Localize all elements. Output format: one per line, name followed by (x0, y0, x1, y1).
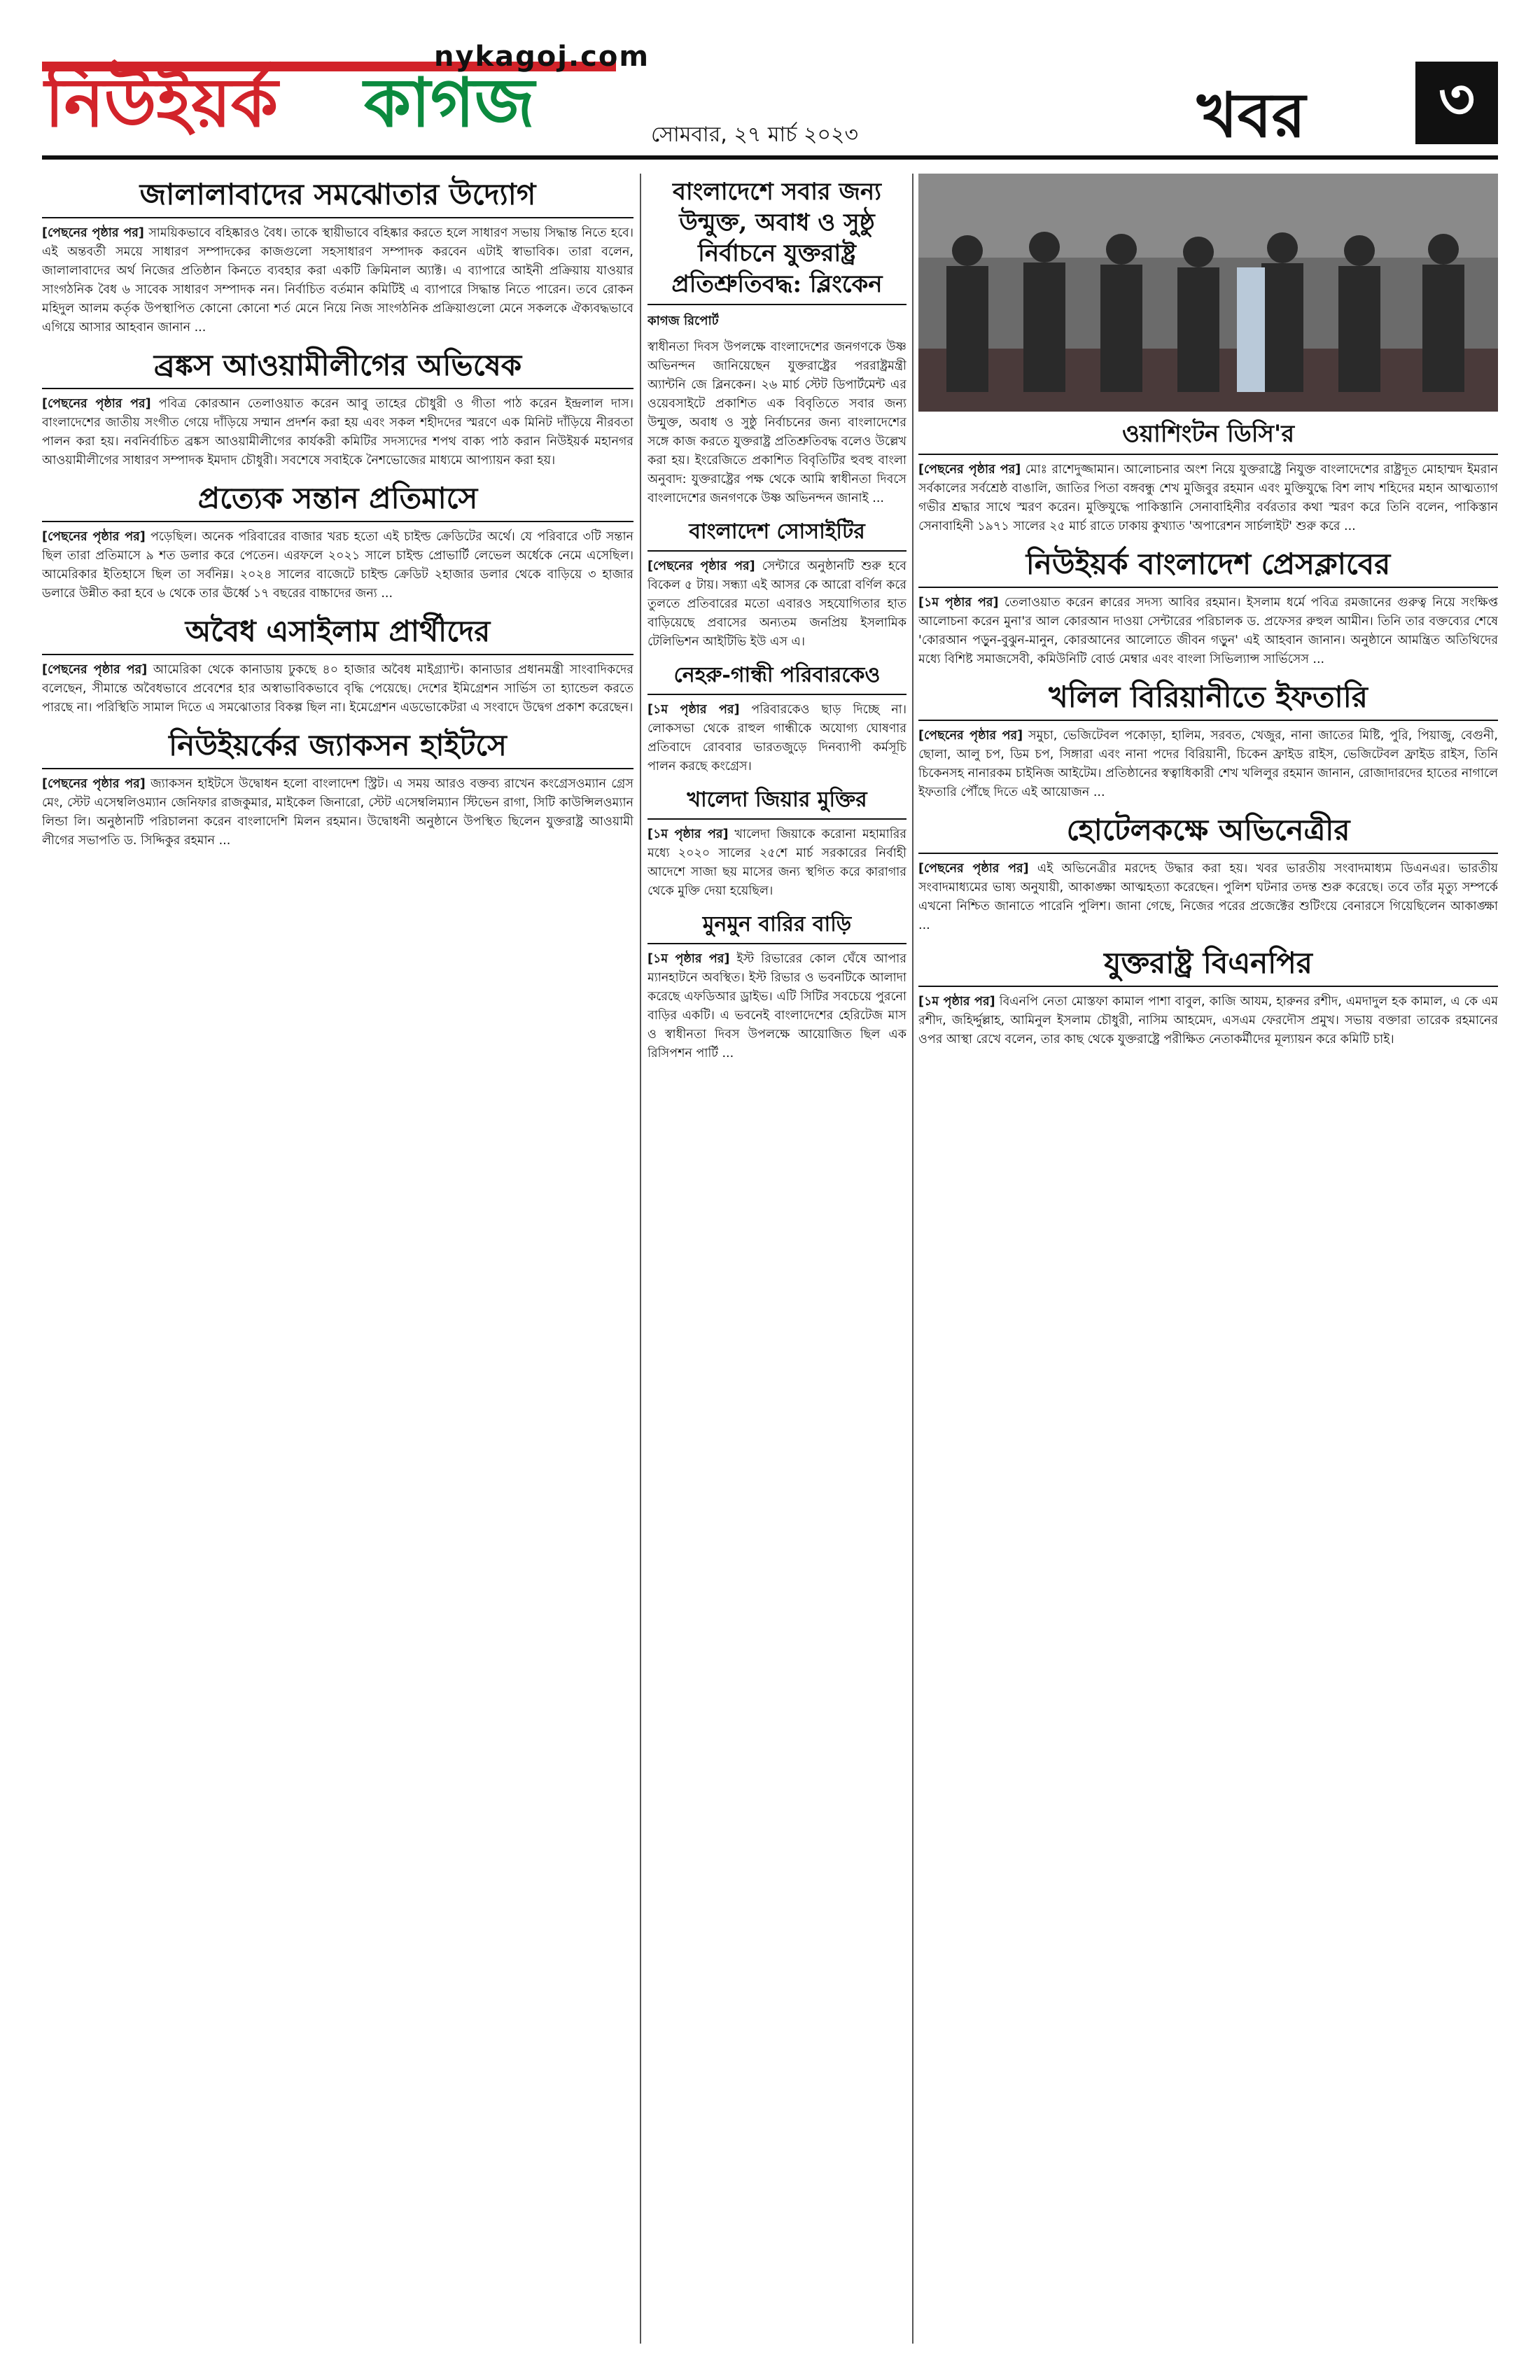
headline: খলিল বিরিয়ানীতে ইফতারি (918, 679, 1498, 721)
story-hotel-actress (918, 812, 1498, 935)
story-text: তেলাওয়াত করেন ক্বারের সদস্য আবির রহমান। ইসলাম ধর্মে পবিত্র রমজানের গুরুত্ব নিয়ে সংক্ষিপ্ত আলোচনা করেন মুনা'র আল কোরআন দাওয়া সেন্টারের পরিচালক ড. প্রফেসর রুহুল আমীন। তিনি তার বক্তব্যের শেষে 'কোরআন পড়ুন-বুঝুন-মানুন, কোরআনের আলোতে জীবন গড়ুন' এই আহবান জানান। অনুষ্ঠানে আমন্ত্রিত অতিথিদের মধ্যে বিশিষ্ট সমাজসেবী, কমিউনিটি বোর্ড মেম্বার এবং বাংলা সিভিল্যান্স সার্ভিসেস ... (918, 596, 1498, 666)
story-bangladesh-society (648, 518, 906, 652)
story-body (918, 594, 1498, 669)
headline: খালেদা জিয়ার মুক্তির (648, 786, 906, 820)
story-text: পবিত্র কোরআন তেলাওয়াত করেন আবু তাহের চৌধুরী ও গীতা পাঠ করেন ইন্দ্রলাল দাস। বাংলাদেশের জাতীয় সংগীত গেয়ে দাঁড়িয়ে সম্মান প্রদর্শন করা হয় এবং সকল শহীদদের স্মরণে এক মিনিট দাঁড়িয়ে নীরবতা পালন করা হয়। নবনির্বাচিত ব্রঙ্কস আওয়ামীলীগের কার্যকরী কমিটির সদস্যদের শপথ বাক্য পাঠ করান নিউইয়র্ক মহানগর আওয়ামীলীগের সাধারণ সম্পাদক ইমদাদ চৌধুরী। সবশেষে সবাইকে নৈশভোজের মাধ্যমে আপ্যায়ন করা হয়। (42, 397, 634, 468)
jump-label: [১ম পৃষ্ঠার পর] (648, 827, 729, 841)
headline: অবৈধ এসাইলাম প্রার্থীদের (42, 613, 634, 655)
column-divider (640, 174, 641, 2344)
jump-label: [পেছনের পৃষ্ঠার পর] (918, 729, 1023, 743)
story-nehru-gandhi (648, 662, 906, 776)
right-column (918, 174, 1498, 2344)
story-body (648, 825, 906, 901)
jump-label: [পেছনের পৃষ্ঠার পর] (42, 226, 144, 240)
story-text: সেন্টারে অনুষ্ঠানটি শুরু হবে বিকেল ৫ টায়। সন্ধ্যা এই আসর কে আরো বর্ণিল করে তুলতে প্রতিবারের মতো এবারও সহযোগিতার হাত বাড়িয়েছে প্রবাসের অন্যতম জনপ্রিয় ইসলামিক টেলিভিশন আইটিভি ইউ এস এ। (648, 559, 906, 649)
left-column (42, 174, 634, 2344)
jump-label: [পেছনের পৃষ্ঠার পর] (918, 463, 1021, 477)
story-text: বিএনপি নেতা মোস্তফা কামাল পাশা বাবুল, কাজি আযম, হারুনর রশীদ, এমদাদুল হক কামাল, এ কে এম রশীদ, জহির্দ্দুল্লাহ, আমিনুল ইসলাম চৌধুরী, নাসিম আহমেদ, এসএম ফেরদৌস প্রমুখ। সভায় বক্তারা তারেক রহমানের ওপর আস্থা রেখে বলেন, তার কাছ থেকে যুক্তরাষ্ট্রে পরীক্ষিত নেতাকর্মীদের মূল্যায়ন করে কমিটি চাই। (918, 995, 1498, 1046)
headline: নেহরু-গান্ধী পরিবারকেও (648, 662, 906, 695)
site-url: nykagoj.com (434, 41, 650, 73)
story-munmun-bari (648, 911, 906, 1063)
jump-label: [পেছনের পৃষ্ঠার পর] (648, 559, 755, 573)
story-washington-dc (918, 419, 1498, 536)
story-body (918, 860, 1498, 935)
news-photo (918, 174, 1498, 412)
jump-label: [১ম পৃষ্ঠার পর] (648, 952, 730, 966)
story-khalil-biryani (918, 679, 1498, 802)
jump-label: [পেছনের পৃষ্ঠার পর] (42, 663, 148, 677)
headline: বাংলাদেশে সবার জন্য উন্মুক্ত, অবাধ ও সুষ্ঠু নির্বাচনে যুক্তরাষ্ট্র প্রতিশ্রুতিবদ্ধ: ব্লিংকেন (648, 176, 906, 305)
story-child-credit (42, 480, 634, 603)
headline: হোটেলকক্ষে অভিনেত্রীর (918, 812, 1498, 854)
story-text: পরিবারকেও ছাড় দিচ্ছে না। লোকসভা থেকে রাহুল গান্ধীকে অযোগ্য ঘোষণার প্রতিবাদে রোববার ভারতজুড়ে দিনব্যাপী কর্মসূচি পালন করছে কংগ্রেস। (648, 703, 906, 774)
headline: নিউইয়র্কের জ্যাকসন হাইটসে (42, 727, 634, 769)
story-body (42, 395, 634, 470)
story-body (648, 701, 906, 776)
group-photo-image (918, 174, 1498, 412)
masthead-rule (42, 155, 1498, 160)
story-ny-pressclub (918, 546, 1498, 669)
story-text: ইস্ট রিভারের কোল ঘেঁষে আপার ম্যানহাটনে অবস্থিত। ইস্ট রিভার ও ভবনটিকে আলাদা করেছে এফডিআর ড্রাইভ। এটি সিটির সবচেয়ে পুরনো বাড়ির একটি। এ ভবনেই বাংলাদেশের হেরিটেজ মাস ও স্বাধীনতা দিবস উপলক্ষে আয়োজিত ছিল এক রিসিপশন পার্টি ... (648, 952, 906, 1060)
story-text: সাময়িকভাবে বহিষ্কারও বৈধ। তাকে স্থায়ীভাবে বহিষ্কার করতে হলে সাধারণ সভায় সিদ্ধান্ত নিতে হবে। এই অন্তবর্তী সময়ে সাধারণ সম্পাদকের কাজগুলো সহসাধারণ সম্পাদক করবেন এটাই স্বাভাবিক। তারা বলেন, জালালাবাদের অর্থ নিজের প্রতিষ্ঠান কিনতে ব্যবহার করা একটি ক্রিমিনাল অ্যাক্ট। এ ব্যাপারে আইনী প্রক্রিয়ায় যাওয়ার সাংগঠনিক বৈধ ৬ সাবেক সাধারণ সম্পাদক নন। নির্বাচিত বর্তমান কমিটিই এ ব্যাপারে সিদ্ধান্ত নিতে পারেন। তবে রোকন মহিদুল আলম কর্তৃক উপস্থাপিত কোনো কোনো শর্ত মেনে নিয়ে নিজ সাংগঠনিক প্রক্রিয়াগুলো মেনে সকলকে ঐক্যবদ্ধভাবে এগিয়ে আসার আহবান জানান ... (42, 226, 634, 335)
jump-label: [পেছনের পৃষ্ঠার পর] (42, 397, 151, 411)
story-body (648, 950, 906, 1063)
headline: নিউইয়র্ক বাংলাদেশ প্রেসক্লাবের (918, 546, 1498, 588)
story-jackson-heights (42, 727, 634, 850)
jump-label: [পেছনের পৃষ্ঠার পর] (918, 862, 1029, 876)
jump-label: [পেছনের পৃষ্ঠার পর] (42, 777, 146, 791)
story-body (918, 461, 1498, 536)
page-number: ৩ (1415, 62, 1498, 144)
headline: জালালাবাদের সমঝোতার উদ্যোগ (42, 176, 634, 218)
story-body (42, 661, 634, 718)
masthead (42, 41, 1498, 151)
headline: ব্রঙ্কস আওয়ামীলীগের অভিষেক (42, 347, 634, 389)
headline: প্রত্যেক সন্তান প্রতিমাসে (42, 480, 634, 522)
headline: ওয়াশিংটন ডিসি'র (918, 419, 1498, 455)
story-body (918, 727, 1498, 802)
story-text: এই অভিনেত্রীর মরদেহ উদ্ধার করা হয়। খবর ভারতীয় সংবাদমাধ্যম ডিএনএর। ভারতীয় সংবাদমাধ্যমের ভাষ্য অনুযায়ী, আকাঙ্ক্ষা আত্মহত্যা করেছেন। পুলিশ ঘটনার তদন্ত শুরু করেছে। তবে তাঁর মৃত্যু সম্পর্কে এখনো নিশ্চিত জানাতে পারেনি পুলিশ। জানা গেছে, নিজের পরের প্রজেক্টের শুটিংয়ে বেনারসে গিয়েছিলেন আকাঙ্ক্ষা ... (918, 862, 1498, 932)
byline: কাগজ রিপোর্ট (648, 314, 719, 328)
story-khaleda-zia (648, 786, 906, 901)
story-body (42, 775, 634, 850)
story-text: খালেদা জিয়াকে করোনা মহামারির মধ্যে ২০২০ সালের ২৫শে মার্চ সরকারের নির্বাহী আদেশে সাজা ছয় মাসের জন্য স্থগিত করে কারাগার থেকে মুক্তি দেয়া হয়েছিল। (648, 827, 906, 898)
story-blinken (648, 176, 906, 508)
story-jalalabad (42, 176, 634, 337)
story-body (42, 528, 634, 603)
dateline: সোমবার, ২৭ মার্চ ২০২৩ (651, 122, 858, 147)
jump-label: [১ম পৃষ্ঠার পর] (648, 703, 740, 717)
story-text: স্বাধীনতা দিবস উপলক্ষে বাংলাদেশের জনগণকে উষ্ণ অভিনন্দন জানিয়েছেন যুক্তরাষ্ট্রের পররাষ্ট্রমন্ত্রী অ্যান্টনি জে ব্লিনকেন। ২৬ মার্চ স্টেট ডিপার্টমেন্ট এর ওয়েবসাইটে প্রকাশিত এক বিবৃতিতে সবার জন্য উন্মুক্ত, অবাধ ও সুষ্ঠু নির্বাচনের জন্য বাংলাদেশের সঙ্গে কাজ করতে যুক্তরাষ্ট্র প্রতিশ্রুতিবদ্ধ বলেও উল্লেখ করা হয়। ইংরেজিতে প্রকাশিত বিবৃতিটির হুবহু বাংলা অনুবাদ: যুক্তরাষ্ট্রের পক্ষ থেকে আমি স্বাধীনতা দিবসে বাংলাদেশের জনগণকে উষ্ণ অভিনন্দন জানাই ... (648, 340, 906, 505)
svg-text:কাগজ: কাগজ (364, 63, 535, 139)
section-title: খবর (1197, 79, 1306, 151)
story-body (918, 993, 1498, 1049)
story-us-bnp (918, 945, 1498, 1049)
headline: যুক্তরাষ্ট্র বিএনপির (918, 945, 1498, 987)
jump-label: [১ম পৃষ্ঠার পর] (918, 995, 995, 1009)
story-text: মোঃ রাশেদুজ্জামান। আলোচনার অংশ নিয়ে যুক্তরাষ্ট্রে নিযুক্ত বাংলাদেশের রাষ্ট্রদূত মোহাম্মদ ইমরান সর্বকালের সর্বশ্রেষ্ঠ বাঙালি, জাতির পিতা বঙ্গবন্ধু শেখ মুজিবুর রহমান এবং মুক্তিযুদ্ধে বিশ লাখ শহিদের মহান আত্মত্যাগ গভীর শ্রদ্ধার সাথে স্মরণ করেন। মুক্তিযুদ্ধে পাকিস্তানি সেনাবাহিনীর বর্বরতার কথা স্মরণ করে তিনি বলেন, পাকিস্তান সেনাবাহিনী ১৯৭১ সালের ২৫ মার্চ রাতে ঢাকায় কুখ্যাত 'অপারেশন সার্চলাইট' শুরু করে ... (918, 463, 1498, 533)
middle-column (648, 174, 906, 2344)
jump-label: [পেছনের পৃষ্ঠার পর] (42, 530, 146, 544)
story-text: জ্যাকসন হাইটসে উদ্বোধন হলো বাংলাদেশ স্ট্রিট। এ সময় আরও বক্তব্য রাখেন কংগ্রেসওম্যান গ্রেস মেং, স্টেট এসেম্বলিওম্যান জেনিফার রাজকুমার, মাইকেল জিনারো, স্টেট এসেম্বলিম্যান স্টিভেন রাগা, সিটি কাউন্সিলওম্যান লিন্ডা লি। অনুষ্ঠানটি পরিচালনা করেন বাংলাদেশি মিলন রহমান। উদ্বোধনী অনুষ্ঠানে উপস্থিত ছিলেন যুক্তরাষ্ট্র আওয়ামী লীগের সভাপতি ড. সিদ্দিকুর রহমান ... (42, 777, 634, 848)
story-bronx-awami (42, 347, 634, 470)
headline: মুনমুন বারির বাড়ি (648, 911, 906, 944)
story-asylum (42, 613, 634, 718)
story-body (648, 557, 906, 652)
svg-text:নিউইয়র্ক: নিউইয়র্ক (45, 63, 279, 139)
story-body (42, 224, 634, 337)
headline: বাংলাদেশ সোসাইটির (648, 518, 906, 552)
story-text: সমুচা, ভেজিটেবল পকোড়া, হালিম, সরবত, খেজুর, নানা জাতের মিষ্টি, পুরি, পিয়াজু, বেগুনী, ছোলা, আলু চপ, ডিম চপ, সিঙ্গারা এবং নানা পদের বিরিয়ানী, চিকেন ফ্রাইড রাইস, ভেজিটেবল ফ্রাইড রাইস, তিনি চিকেনসহ নানারকম চাইনিজ আইটেম। প্রতিষ্ঠানের স্বত্বাধিকারী শেখ খলিলুর রহমান জানান, রোজাদারদের হাতের নাগালে ইফতারি পৌঁছে দিতে এই আয়োজন ... (918, 729, 1498, 799)
column-divider (912, 174, 913, 2344)
story-text: পড়েছিল। অনেক পরিবারের বাজার খরচ হতো এই চাইল্ড ক্রেডিটের অর্থে। যে পরিবারে ৩টি সন্তান ছিল তারা প্রতিমাসে ৯ শত ডলার করে পেতেন। এরফলে ২০২১ সালে চাইল্ড প্রোভার্টি লেভেল অর্ধেকে নেমে এসেছিল। আমেরিকার ইতিহাসে ছিল তা সর্বনিম্ন। ২০২৪ সালের বাজেটে চাইল্ড ক্রেডিট ২হাজার ডলার থেকে বাড়িয়ে ৩ হাজার ডলারে উন্নীত করা হবে ৬ থেকে তার ঊর্ধ্বে ১৭ বছরের বাচ্চাদের জন্য ... (42, 530, 634, 601)
jump-label: [১ম পৃষ্ঠার পর] (918, 596, 999, 610)
story-text: আমেরিকা থেকে কানাডায় ঢুকছে ৪০ হাজার অবৈধ মাইগ্র্যান্ট। কানাডার প্রধানমন্ত্রী সাংবাদিকদের বলেছেন, সীমান্তে অবৈধভাবে প্রবেশের হার অস্বাভাবিকভাবে বৃদ্ধি পেয়েছে। দেশের ইমিগ্রেশন সার্ভিস তা হ্যান্ডেল করতে পারছে না। পরিস্থিতি সামাল দিতে এ সমঝোতার বিকল্প ছিল না। ইমেগ্রেশন এডভোকেটরা এ সংবাদে উদ্বেগ প্রকাশ করেছেন। (42, 663, 634, 715)
